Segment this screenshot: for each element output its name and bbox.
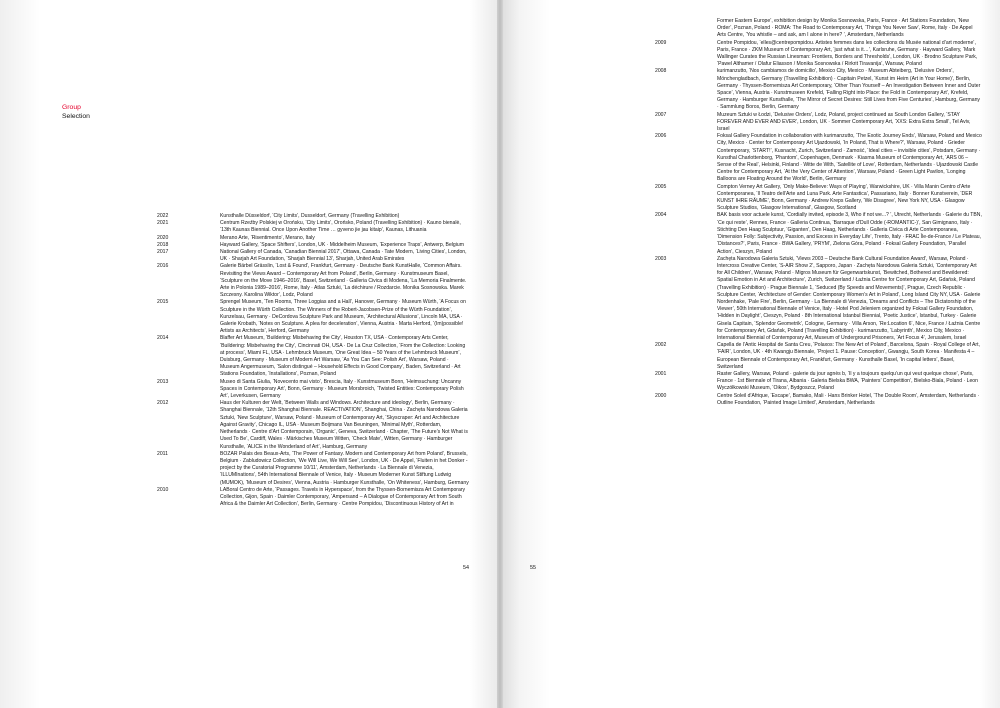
exhibition-entry: [157, 335, 469, 378]
entry-year: 2010: [157, 486, 169, 493]
exhibition-entry: [655, 371, 982, 393]
entry-text: Centre Soleil d’Afrique, ‘Escape’, Bamako, Mali · Hans Brinker Hotel, ‘The Double Room’, Amsterdam, Netherlands · Outline Foundation, ‘Painted Image Limited’, Amsterdam, Netherlands: [717, 392, 980, 406]
exhibition-entry: [655, 133, 982, 183]
entry-year: 2017: [157, 249, 169, 256]
entry-year: 2020: [157, 234, 169, 241]
entry-text: LABoral Centro de Arte, ‘Passages. Travels in Hyperspace’, from the Thyssen-Bornemisza Art Contemporary Collection, Gijon, Spain · Daimler Contemporary, ‘Ampersand – A Dialogue of Contemporary Art from South Africa & the Daimler Art Collection’, Berlin, Germany · Centre Pompidou, ‘Discontinuous History of Art in: [220, 486, 466, 508]
right-exhibition-list: [655, 18, 982, 407]
entry-text: BOZAR Palais des Beaux-Arts, ‘The Power of Fantasy. Modern and Contemporary Art from Poland’, Brussels, Belgium · Zabludowicz Collection, ‘We Will Live, We Will See’, London, UK · De Appel, ‘Fluiten in het Donker - project by the Curatorial Programme 10/11’, Amsterdam, Netherlands · La Biennale di Venezia, ‘ILLUMInations’, 54th International Biennale of Venice, Italy · Museum Moderner Kunst Stiftung Ludwig (MUMOK), ‘Museum of Desires’, Vienna, Austria · Hamburger Kunsthalle, ‘On Whiteness’, Hamburg, Germany: [220, 450, 469, 486]
right-page: [500, 0, 1000, 708]
book-gutter: [497, 0, 503, 708]
page-number-right: 55: [530, 565, 536, 571]
entry-year: 2001: [655, 370, 667, 377]
exhibition-entry: [157, 235, 469, 242]
entry-year: 2013: [157, 378, 169, 385]
entry-year: 2006: [655, 133, 667, 140]
entry-text: Haus der Kulturen der Welt, ‘Between Walls and Windows. Architecture and ideology’, Berlin, Germany · Shanghai Biennale, ‘12th Shanghai Biennale. REACTIVATION’, Shanghai, China · Zachęta Narodowa Galeria Sztuki, ‘New Sculpture’, Warsaw, Poland · Museum of Contemporary Art, ‘Skyscraper: Art and Architecture Against Gravity’, Chicago IL, USA · Museum Boijmans Van Beuningen, ‘Minimal Myth’, Rotterdam, Netherlands · Centre d’Art Contemporain, ‘Organic’, Geneva, Switzerland · Chapter, ‘The Future’s Not What is Used To Be’, Cardiff, Wales · Märkisches Museum Witten, ‘Check Mate’, Witten, Germany · Hamburger Kunsthalle, ‘ALICE in the Wonderland of Art’, Hamburg, Germany: [220, 400, 468, 450]
entry-text: Hayward Gallery, ‘Space Shifters’, London, UK · Middelheim Museum, ‘Experience Traps’, Antwerp, Belgium: [220, 241, 464, 248]
entry-year: 2022: [157, 213, 169, 219]
section-title-group: Group: [62, 104, 81, 111]
exhibition-entry: [655, 212, 982, 255]
entry-text: Galerie Bärbel Grässlin, ‘Lost & Found’, Frankfurt, Germany · Deutsche Bank KunstHalle, ‘Common Affairs. Revisiting the Views Award – Contemporary Art from Poland’, Berlin, Germany · Kunstmuseum Basel, ‘Sculpture on the Move 1946–2016’, Basel, Switzerland · Galleria Civica di Modena, ‘La Memoria Finalmente. Arte in Polonia 1989–2016’, Rome, Italy · Atlas Sztuki, ‘La déchirure / Rozdarcie. Monika Sosnowska. Marek Szczesny. Karolina Wiktor’, Lodz, Poland: [220, 263, 467, 299]
entry-text: kurimanzutto, ‘Nos cambiamos de domicilio’, Mexico City, Mexico · Museum Abteiberg, ‘Delusive Orders’, Mönchengladbach, Germany (Travelling Exhibition) · Capitain Petzel, ‘Kunst im Heim (Art in Your Home)’, Berlin, Germany · Thyssen-Bornemisza Art Contemporary, ‘Other Than Yourself – An Investigation Between Inner and Outer Space’, Vienna, Austria · Kunstmuseen Krefeld, ‘Falling Right into Place: the Fold in Contemporary Art’, Krefeld, Germany · Hamburger Kunsthalle, ‘The Mirror of Secret Desires: Still Lives from Five Centuries’, Hamburg, Germany · Sammlung Boros, Berlin, Germany: [717, 68, 981, 111]
exhibition-entry: [157, 263, 469, 299]
exhibition-entry: [157, 487, 469, 509]
exhibition-entry: [157, 400, 469, 450]
entry-text: BAK basis voor actuele kunst, ‘Cordially invited, episode 3, Who if not we...? ’, Utrecht, Netherlands · Galerie du TBN, ‘Ce qui reste’, Rennes, France · Galleria Continua, ‘Barraque d’Dull Odde (-ROMANTIC-)’, San Gimignano, Italy · Stichting Den Haag Sculptuur, ‘Giganten’, Den Haag, Netherlands · Galleria Civica di Arte Contemporanea, ‘Dimension Folly: Subjectivity, Passion, and Excess in Everyday Life’, Trento, Italy · FRAC Île-de-France / Le Plateau, ‘Distances?’, Paris, France · BWA Gallery, ‘PRYM’, Zielona Góra, Poland · Foksal Gallery Foundation, ‘Parallel Action’, Cieszyn, Poland: [717, 212, 982, 255]
exhibition-entry: [655, 40, 982, 69]
exhibition-entry: [655, 256, 982, 342]
exhibition-entry: [157, 220, 469, 234]
entry-year: 2014: [157, 335, 169, 342]
exhibition-entry: [655, 184, 982, 213]
entry-year: 2021: [157, 220, 169, 227]
entry-year: 2003: [655, 255, 667, 262]
entry-text: Foksal Gallery Foundation in collaboration with kurimanzutto, ‘The Exotic Journey Ends’, Warsaw, Poland and Mexico City, Mexico · Center for Contemporary Art Ujazdowski, ‘In Poland, That is Where?’, Warsaw, Poland · Grieder Contemporary, ‘START!’, Kusnacht, Zurich, Switzerland · Zamość, ‘Ideal cities – invisible cities’, Potsdam, Germany · Kunsthal Charlottenborg, ‘Phantom’, Copenhagen, Denmark · Kiasma Museum of Contemporary Art, ‘ARS 06 – Sense of the Real’, Helsinki, Finland · Witte de With, ‘Satellite of Love’, Rotterdam, Netherlands · Ujazdowski Castle Centre for Contemporary Art, ‘At the Very Center of Attention’, Warsaw, Poland · Green Light Pavilon, ‘Longing Balloons are Floating Around the World’, Berlin, Germany: [717, 133, 982, 183]
entry-year: 2002: [655, 342, 667, 349]
entry-text: Blaffer Art Museum, ‘Buildering: Misbehaving the City’, Houston TX, USA · Contemporary Arts Center, ‘Buildering: Misbehaving the City’, Cincinnati OH, USA · De La Cruz Collection, ‘From the Collection: Looking at process’, Miami FL, USA · Lehmbruck Museum, ‘One Great Idea – 50 Years of the Lehmbruck Museum’, Duisburg, Germany · Museum of Modern Art Warsaw, ‘As You Can See: Polish Art’, Warsaw, Poland · Museum Angermuseum, ‘Salon distingué – Household Effects in Good Company’, Baden, Switzerland · Art Stations Foundation, ‘Installations’, Poznan, Poland: [220, 335, 466, 378]
entry-text: Raster Gallery, Warsaw, Poland · galerie du jour agnès b, ‘Il y a toujours quelqu’un qui veut quelque chose’, Paris, France · 1st Biennale of Tirana, Albania · Galeria Bielska BWA, ‘Painters’ Competition’, Bielsko-Biala, Poland · Leon Wyczółkowski Museum, ‘Oikos’, Bydgoszcz, Poland: [717, 370, 978, 392]
entry-text: Former Eastern Europe’, exhibition design by Monika Sosnowska, Paris, France · Art Stations Foundation, ‘New Order’, Poznan, Poland · ROMA: The Road to Contemporary Art, ‘Things You Never Saw’, Rome, Italy · De Appel Arts Centre, ‘You whistle – and ask, am I alone in here? ’, Amsterdam, Netherlands: [717, 18, 973, 39]
entry-year: 2005: [655, 183, 667, 190]
entry-year: 2011: [157, 450, 168, 457]
exhibition-entry: [157, 242, 469, 249]
entry-text: Merano Arte, ‘Risentimento’, Merano, Italy: [220, 234, 315, 241]
exhibition-entry: [655, 112, 982, 134]
entry-year: 2008: [655, 68, 667, 75]
entry-text: Compton Verney Art Gallery, ‘Only Make-Believe: Ways of Playing’, Warwickshire, UK · Villa Manin Centro d’Arte Contemporanea, ‘Il Teatro dell’Arte and Luna Park. Arte Fantastica’, Passariano, Italy · Bonner Kunstverein, ‘DER KUNST IHRE RÄUME’, Bonn, Germany · Andrew Kreps Gallery, ‘We Disagree’, New York NY, USA · Glasgow Sculpture Studios, ‘Glasgow International’, Glasgow, Scotland: [717, 183, 973, 212]
exhibition-entry: [655, 393, 982, 407]
exhibition-entry: [157, 379, 469, 401]
entry-year: 2004: [655, 212, 667, 219]
entry-year: 2012: [157, 400, 169, 407]
exhibition-entry: [655, 68, 982, 111]
left-exhibition-list: [157, 213, 469, 508]
entry-text: Kunsthalle Düsseldorf, ‘City Limits’, Dusseldorf, Germany (Travelling Exhibition): [220, 213, 400, 219]
entry-text: Museo di Santa Giulia, ‘Novecento mai visto’, Brescia, Italy · Kunstmuseum Bonn, ‘Heimsuchung: Uncanny Spaces in Contemporary Art’, Bonn, Germany · Museum Morsbroich, ‘Twisted Entities: Contemporary Polish Art’, Leverkusen, Germany: [220, 378, 464, 400]
exhibition-entry: [157, 451, 469, 487]
entry-text: National Gallery of Canada, ‘Canadian Biennial 2017’, Ottawa, Canada · Tate Modern, ‘Living Cities’, London, UK · Sharjah Art Foundation, ‘Sharjah Biennial 13’, Sharjah, United Arab Emirates: [220, 249, 467, 263]
exhibition-entry: [655, 342, 982, 371]
entry-year: 2018: [157, 241, 169, 248]
entry-year: 2000: [655, 392, 667, 399]
entry-text: Muzeum Sztuki w Łodzi, ‘Delusive Orders’, Lodz, Poland, project continued as South London Gallery, ‘STAY FOREVER AND EVER AND EVER’, London, UK · Sommer Contemporary Art, ‘XXS: Extra Extra Small’, Tel Aviv, Israel: [717, 111, 971, 133]
section-heading: [62, 104, 90, 121]
entry-text: Centrum Rzeźby Polskiej w Orońsku, ‘City Limits’, Orońsko, Poland (Travelling Exhibition) · Kauno bienalė, ‘13th Kaunas Biennial. Once Upon Another Time … gyveno jie jau kitaip’, Kaunas, Lithuania: [220, 220, 461, 234]
entry-year: 2009: [655, 39, 667, 46]
exhibition-entry: [157, 299, 469, 335]
section-title-selection: Selection: [62, 112, 90, 120]
entry-text: Capella de l’Antic Hospital de Santa Creu, ‘Polaxos: The New Art of Poland’, Barcelona, Spain · Royal College of Art, ‘FAIR’, London, UK · 4th Kwangju Biennale, ‘Project 1. Pause: Conception’, Gwangju, South Korea · Manifesta 4 – European Biennale of Contemporary Art, Frankfurt, Germany · Kunsthalle Basel, ‘In capital letters’, Basel, Switzerland: [717, 342, 980, 370]
page-number-left: 54: [463, 565, 469, 571]
entry-text: Centre Pompidou, ‘elles@centrepompidou. Artistes femmes dans les collections du Musée national d’art moderne’, Paris, France · ZKM Museum of Contemporary Art, ‘just what is it…’, Karlsruhe, Germany · Hayward Gallery, ‘Mark Wallinger Curates the Russian Linesman: Frontiers, Borders and Thresholds’, London, UK · Brodno Sculpture Park, ‘Pawel Althamer / Olafur Eliasson / Monika Sosnowska / Rirkrit Tiravanija’, Warsaw, Poland: [717, 39, 978, 68]
exhibition-entry: [157, 249, 469, 263]
entry-year: 2015: [157, 299, 169, 306]
entry-year: [655, 18, 717, 40]
entry-text: Sprengel Museum, ‘Ten Rooms, Three Loggias and a Hall’, Hanover, Germany · Museum Würth, ‘A Focus on Sculpture in the Würth Collection. The Winners of the Robert-Jacobsen-Prize of the Würth Foundation’, Kunzelsau, Germany · DeCordova Sculpture Park and Museum, ‘Architectural Allusions’, Lincoln MA, USA · Galerie Krobath, ‘Notes on Sculpture. A plea for deceleration’, Vienna, Austria · Marta Herford, ‘(Im)possible! Artists as Architects’, Herford, Germany: [220, 299, 466, 335]
entry-text: Zachęta Narodowa Galeria Sztuki, ‘Views 2003 – Deutsche Bank Cultural Foundation Award’, Warsaw, Poland · Intercross Creative Center, ‘S-AIR Show 2’, Sapporo, Japan · Zachęta Narodowa Galeria Sztuki, ‘Contemporary Art for All Children’, Warsaw, Poland · Migros Museum für Gegenwartskunst, ‘Bewitched, Bothered and Bewildered: Spatial Emotion in Art and Architecture’, Zurich, Switzerland / Łaźnia Centre for Contemporary Art, Gdańsk, Poland (Travelling Exhibition) · Prague Biennale 1, ‘Seduced (By Speeds and Movements)’, Prague, Czech Republic · Sculpture Center, ‘Architecture of Gender: Contemporary Women’s Art in Poland’, Long Island City NY, USA · Galerie Nordenhake, ‘Pale Fire’, Berlin, Germany · La Biennale di Venezia, ‘Dreams and Conflicts – The Dictatorship of the Viewer’, 50th International Biennale of Venice, Italy · Hotel Pod Jeleniem organized by Foksal Gallery Foundation, ‘Hidden in Daylight’, Cieszyn, Poland · 8th International Istanbul Biennial, ‘Poetic Justice’, Istanbul, Turkey · Galerie Gisela Capitain, ‘Splendor Geometrik’, Cologne, Germany · Villa Arson, ‘Re:Location 6’, Nice, France / Łaźnia Centre for Contemporary Art, Gdańsk, Poland (Travelling Exhibition) · kurimanzutto, ‘Labyrinth’, Mexico City, Mexico · International Biennial of Contemporary Art, Museum of Underground Prisoners, ‘Art Focus 4’, Jerusalem, Israel: [717, 255, 981, 341]
entry-year: 2016: [157, 263, 169, 270]
exhibition-entry: [655, 18, 982, 40]
entry-year: 2007: [655, 111, 667, 118]
exhibition-entry: [157, 213, 469, 220]
